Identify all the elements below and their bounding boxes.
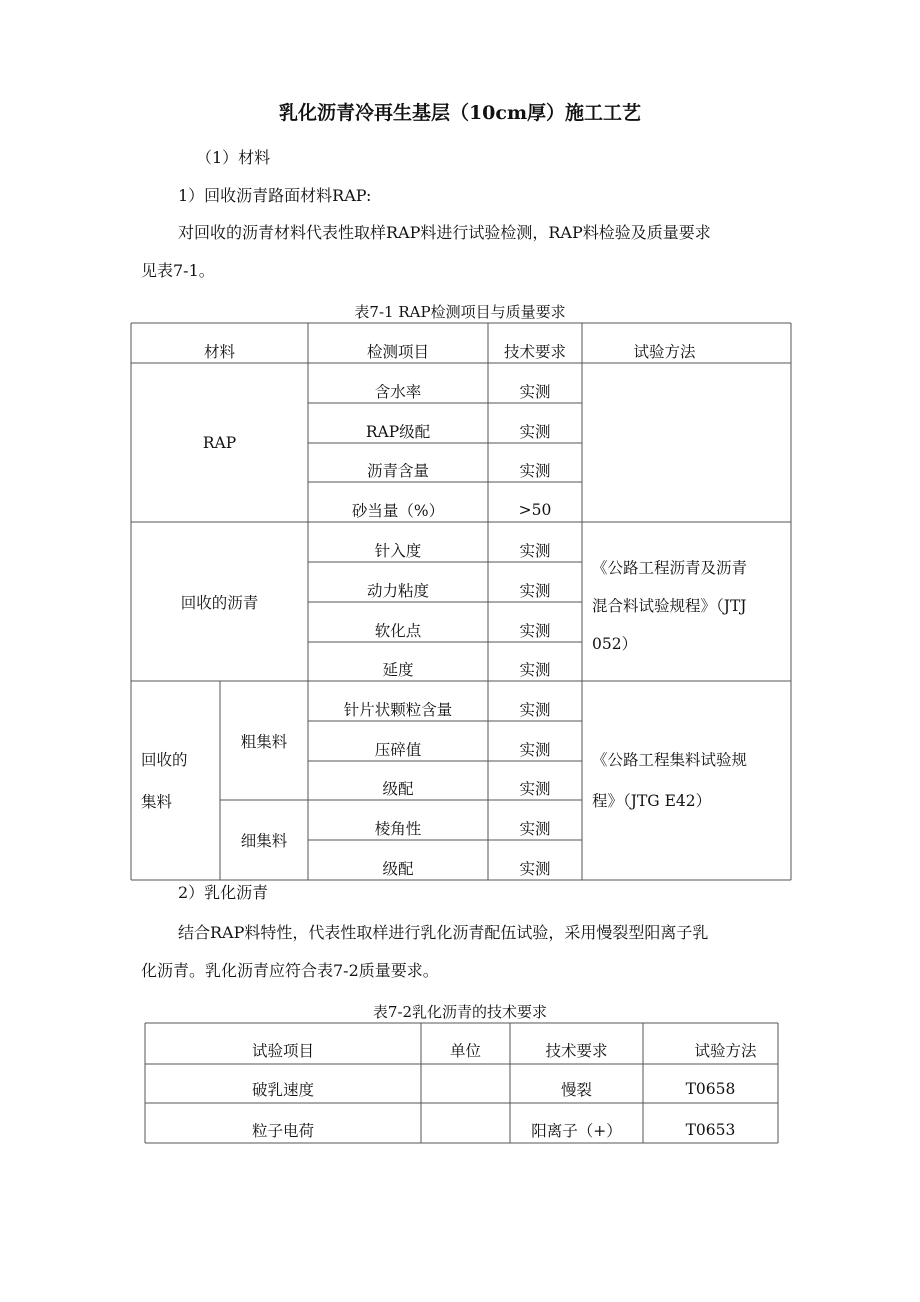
table-row-requirement: 实测	[519, 423, 551, 441]
table-row-requirement: 实测	[519, 383, 551, 401]
paragraph-2-line-2: 化沥青。乳化沥青应符合表7-2质量要求。	[141, 961, 439, 980]
method-aggregate-line-1: 《公路工程集料试验规	[592, 751, 748, 769]
table-row-requirement: 实测	[519, 780, 551, 798]
table2-header-item: 试验项目	[251, 1042, 314, 1060]
table1-header-item: 检测项目	[366, 343, 429, 361]
table2-header-requirement: 技术要求	[545, 1042, 608, 1060]
table-row-item: 沥青含量	[366, 462, 429, 480]
paragraph-1-line-1: 对回收的沥青材料代表性取样RAP料进行试验检测，RAP料检验及质量要求	[178, 223, 711, 242]
table2-caption: 表7-2乳化沥青的技术要求	[372, 1003, 548, 1021]
method-asphalt-line-2: 混合料试验规程》（JTJ	[592, 597, 747, 615]
table-row-unit	[421, 1110, 510, 1150]
table-row-requirement: 实测	[519, 741, 551, 759]
table-row-item: 延度	[382, 661, 414, 679]
table-row-item: 针入度	[374, 542, 422, 560]
group-recycled-aggregate-line-1: 回收的	[141, 751, 188, 769]
page-title: 乳化沥青冷再生基层（10cm厚）施工工艺	[278, 102, 642, 124]
item-heading-rap: 1）回收沥青路面材料RAP:	[178, 186, 372, 205]
table1-header-requirement: 技术要求	[503, 343, 566, 361]
subgroup-fine-aggregate: 细集料	[240, 832, 288, 850]
table-row-item: 动力粘度	[366, 582, 429, 600]
item-heading-emulsified-asphalt: 2）乳化沥青	[178, 883, 269, 902]
table2-header-unit: 单位	[449, 1042, 481, 1060]
table-row-requirement: 实测	[519, 820, 551, 838]
table2-header-method: 试验方法	[694, 1042, 757, 1060]
group-recycled-asphalt: 回收的沥青	[180, 593, 259, 612]
table-row-item: 软化点	[374, 622, 422, 640]
table1-header-method: 试验方法	[633, 343, 696, 361]
table-row-method: T0653	[685, 1121, 736, 1139]
table-row-item: 压碎值	[374, 741, 422, 759]
table-row-item: 破乳速度	[251, 1081, 314, 1099]
table-row-requirement: 实测	[519, 622, 551, 640]
table-row-requirement: >50	[518, 501, 552, 519]
method-asphalt-line-1: 《公路工程沥青及沥青	[592, 559, 748, 577]
section-heading-materials: （1）材料	[196, 148, 271, 167]
table-row-requirement: 实测	[519, 661, 551, 679]
method-asphalt-line-3: 052）	[592, 635, 638, 653]
paragraph-2-line-1: 结合RAP料特性，代表性取样进行乳化沥青配伍试验，采用慢裂型阳离子乳	[178, 923, 709, 942]
table-row-item: 砂当量（%）	[351, 502, 445, 520]
table-row-requirement: 阳离子（+）	[531, 1122, 622, 1140]
table-row-unit	[421, 1069, 510, 1109]
table-row-item: 粒子电荷	[251, 1122, 314, 1140]
table-row-item: 棱角性	[374, 820, 422, 838]
table-row-item: RAP级配	[365, 423, 431, 441]
table-row-method: T0658	[685, 1080, 736, 1098]
table-row-requirement: 实测	[519, 542, 551, 560]
subgroup-coarse-aggregate: 粗集料	[240, 732, 288, 751]
table-row-item: 针片状颗粒含量	[343, 701, 453, 719]
table-row-requirement: 实测	[519, 582, 551, 600]
group-rap: RAP	[202, 433, 237, 452]
group-recycled-aggregate-line-2: 集料	[141, 793, 173, 811]
paragraph-1-line-2: 见表7-1。	[141, 261, 215, 280]
table1-caption: 表7-1 RAP检测项目与质量要求	[354, 303, 566, 321]
table1-header-material: 材料	[203, 343, 235, 361]
table-row-requirement: 实测	[519, 462, 551, 480]
method-aggregate-line-2: 程》（JTG E42）	[592, 792, 712, 810]
table-row-item: 级配	[382, 860, 414, 878]
table-row-requirement: 实测	[519, 860, 551, 878]
table-row-requirement: 实测	[519, 701, 551, 719]
table-row-requirement: 慢裂	[560, 1081, 592, 1099]
table-row-item: 级配	[382, 780, 414, 798]
table-row-item: 含水率	[374, 383, 422, 401]
